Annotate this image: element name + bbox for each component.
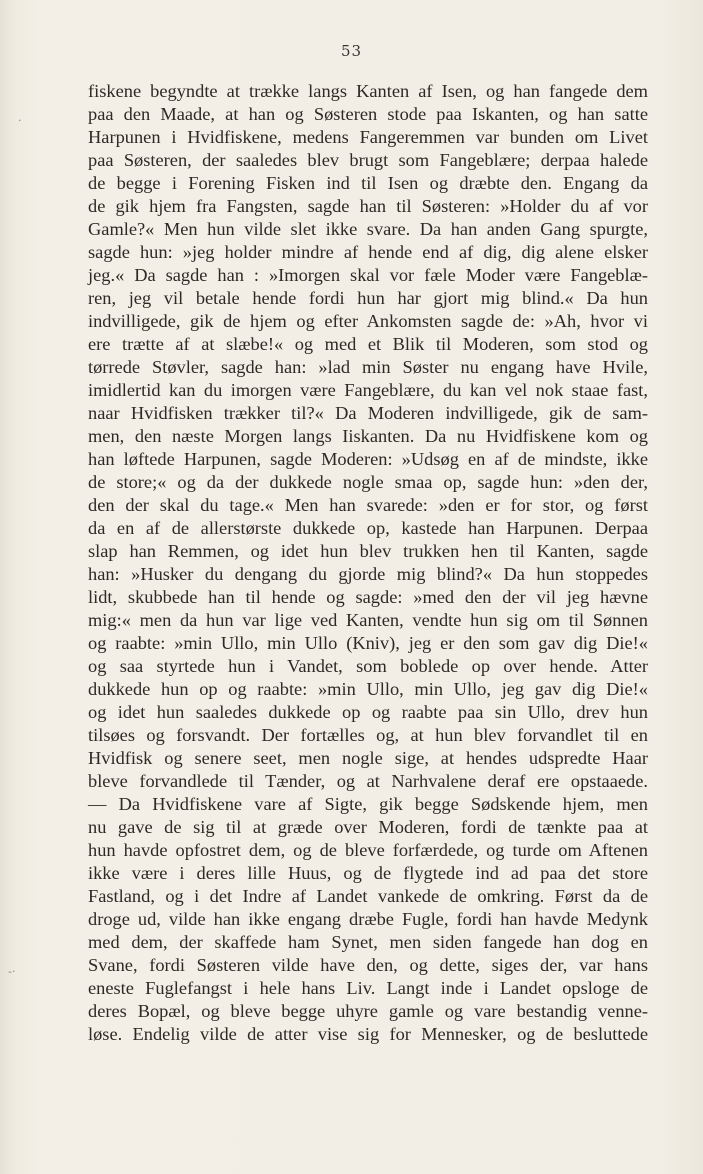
text-line: de gik hjem fra Fangsten, sagde han til Søsteren: »Holder du af vor xyxy=(88,196,648,216)
text-line: Fastland, og i det Indre af Landet vankede de omkring. Først da de xyxy=(88,886,648,906)
text-line: men, den næste Morgen langs Iiskanten. Da nu Hvidfiskene kom og xyxy=(88,426,648,446)
text-line: dukkede hun op og raabte: »min Ullo, min Ullo, jeg gav dig Die!« xyxy=(88,679,648,699)
text-line: og idet hun saaledes dukkede op og raabte paa sin Ullo, drev hun xyxy=(88,702,648,722)
text-line: tilsøes og forsvandt. Der fortælles og, at hun blev forvandlet til en xyxy=(88,725,648,745)
text-line: droge ud, vilde han ikke engang dræbe Fugle, fordi han havde Medynk xyxy=(88,909,648,929)
text-line: da en af de allerstørste dukkede op, kastede han Harpunen. Derpaa xyxy=(88,518,648,538)
text-line: han: »Husker du dengang du gjorde mig blind?« Da hun stoppedes xyxy=(88,564,648,584)
page-number: 53 xyxy=(340,42,363,60)
margin-speck: · xyxy=(18,114,22,127)
text-line: hun havde opfostret dem, og de bleve forfærdede, og turde om Aftenen xyxy=(88,840,648,860)
text-line: ere trætte af at slæbe!« og med et Blik til Moderen, som stod og xyxy=(88,334,648,354)
text-line: Svane, fordi Søsteren vilde have den, og dette, siges der, var hans xyxy=(88,955,648,975)
text-line: ikke være i deres lille Huus, og de flygtede ind ad paa det store xyxy=(88,863,648,883)
text-line: Harpunen i Hvidfiskene, medens Fangeremmen var bunden om Livet xyxy=(88,127,648,147)
text-line: sagde hun: »jeg holder mindre af hende end af dig, dig alene elsker xyxy=(88,242,648,262)
text-line: tørrede Støvler, sagde han: »lad min Søster nu engang have Hvile, xyxy=(88,357,648,377)
text-line: bleve forvandlede til Tænder, og at Narhvalene deraf ere opstaaede. xyxy=(88,771,648,791)
text-line: paa den Maade, at han og Søsteren stode paa Iskanten, og han satte xyxy=(88,104,648,124)
text-line: og saa styrtede hun i Vandet, som boblede op over hende. Atter xyxy=(88,656,648,676)
text-line: lidt, skubbede han til hende og sagde: »med den der vil jeg hævne xyxy=(88,587,648,607)
text-line: de store;« og da der dukkede nogle smaa op, sagde hun: »den der, xyxy=(88,472,648,492)
text-line: og raabte: »min Ullo, min Ullo (Kniv), jeg er den som gav dig Die!« xyxy=(88,633,648,653)
text-line: deres Bopæl, og bleve begge uhyre gamle og vare bestandig venne- xyxy=(88,1001,648,1021)
body-text xyxy=(88,80,648,1046)
text-line: paa Søsteren, der saaledes blev brugt som Fangeblære; derpaa halede xyxy=(88,150,648,170)
text-line: jeg.« Da sagde han : »Imorgen skal vor fæle Moder være Fangeblæ- xyxy=(88,265,648,285)
text-line: nu gave de sig til at græde over Moderen, fordi de tænkte paa at xyxy=(88,817,648,837)
text-line: løse. Endelig vilde de atter vise sig for Mennesker, og de besluttede xyxy=(88,1024,648,1044)
text-line: fiskene begyndte at trække langs Kanten af Isen, og han fangede dem xyxy=(88,81,648,101)
text-line: mig:« men da hun var lige ved Kanten, vendte hun sig om til Sønnen xyxy=(88,610,648,630)
text-line: naar Hvidfisken trækker til?« Da Moderen indvilligede, gik de sam- xyxy=(88,403,648,423)
text-line: de begge i Forening Fisken ind til Isen og dræbte den. Engang da xyxy=(88,173,648,193)
text-line: imidlertid kan du imorgen være Fangeblære, du kan vel nok staae fast, xyxy=(88,380,648,400)
text-line: han løftede Harpunen, sagde Moderen: »Udsøg en af de mindste, ikke xyxy=(88,449,648,469)
text-line: ren, jeg vil betale hende fordi hun har gjort mig blind.« Da hun xyxy=(88,288,648,308)
text-line: — Da Hvidfiskene vare af Sigte, gik begge Sødskende hjem, men xyxy=(88,794,648,814)
text-line: med dem, der skaffede ham Synet, men siden fangede han dog en xyxy=(88,932,648,952)
text-line: Hvidfisk og senere seet, men nogle sige, at hendes udspredte Haar xyxy=(88,748,648,768)
margin-speck: -· xyxy=(8,965,16,978)
text-line: den der skal du tage.« Men han svarede: »den er for stor, og først xyxy=(88,495,648,515)
text-line: slap han Remmen, og idet hun blev trukken hen til Kanten, sagde xyxy=(88,541,648,561)
text-line: indvilligede, gik de hjem og efter Ankomsten sagde de: »Ah, hvor vi xyxy=(88,311,648,331)
text-line: Gamle?« Men hun vilde slet ikke svare. Da han anden Gang spurgte, xyxy=(88,219,648,239)
text-line: eneste Fuglefangst i hele hans Liv. Langt inde i Landet opsloge de xyxy=(88,978,648,998)
